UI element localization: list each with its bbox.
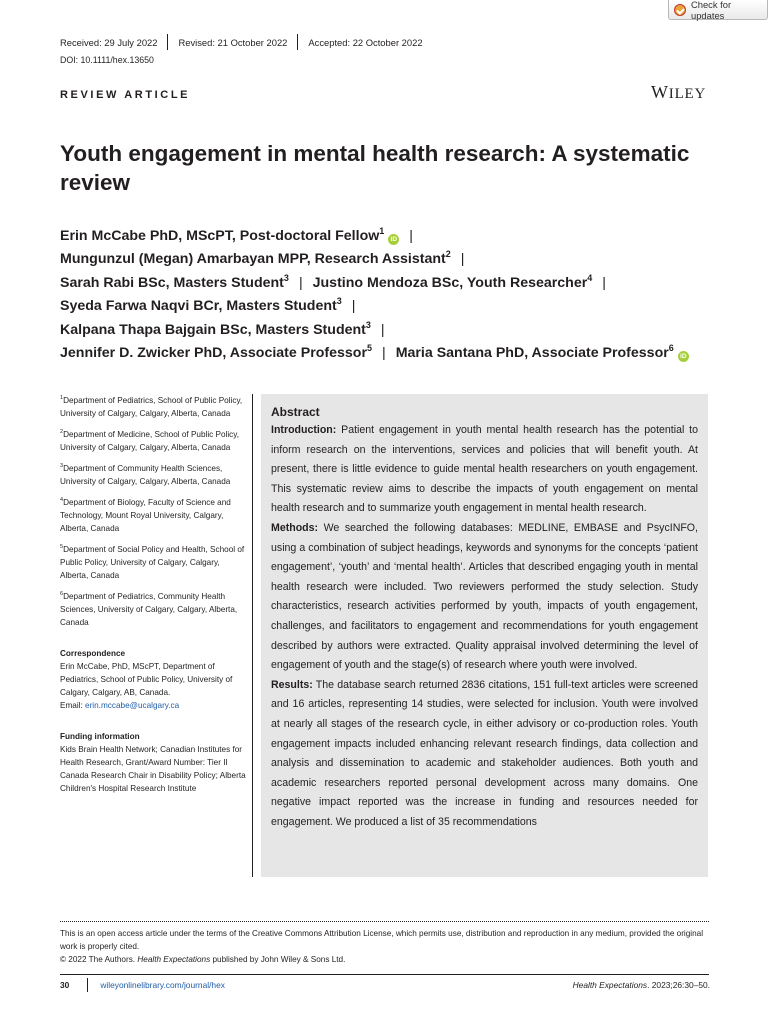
page-footer: [60, 978, 710, 992]
affiliation: $^2$Department of Medicine, School of Public Policy, University of Calgary, Calgary, Alberta, Canada: [60, 429, 240, 452]
author-affiliation-mark: 3: [365, 319, 371, 330]
abstract-results: Results: The database search returned 2836 citations, 151 full-text articles were screened and 16 articles, representing 14 studies, were selected for inclusion. Youth were involved at nearly all stages of the research cycle, in either advisory or co-production roles. Youth engagement impacts included enhancing relevant research findings, data collection and analysis and dissemination to academic and stakeholder audiences. Both youth and academic researchers reported personal development across many domains. One negative impact reported was the increase in funding and resources needed for engagement. We produced a list of 35 recommendations: [271, 678, 698, 828]
article-dates: [60, 33, 423, 51]
author-separator: |: [460, 251, 465, 268]
journal-url-link[interactable]: wileyonlinelibrary.com/journal/hex: [100, 980, 225, 990]
author-line: [60, 248, 740, 271]
author-name: Syeda Farwa Naqvi BCr, Masters Student: [60, 298, 337, 315]
footer-rule: [60, 974, 709, 975]
author-affiliation-mark: 4: [587, 272, 593, 283]
author-line: [60, 319, 740, 342]
author-list: [60, 225, 740, 365]
license-divider: [60, 921, 709, 922]
author-name: Maria Santana PhD, Associate Professor: [395, 345, 669, 362]
author-separator: |: [351, 298, 356, 315]
doi: DOI: 10.1111/hex.13650: [60, 55, 154, 65]
author-line: [60, 342, 740, 365]
check-updates-icon: [674, 4, 686, 16]
author-separator: |: [409, 228, 413, 244]
affiliation: $^6$Department of Pediatrics, Community Health Sciences, University of Calgary, Calgary, Alberta, Canada: [60, 591, 238, 627]
author-line: [60, 295, 740, 318]
author-name: Sarah Rabi BSc, Masters Student: [60, 274, 284, 291]
author-separator: |: [382, 345, 386, 362]
date-divider: [167, 34, 168, 50]
author-name: Justino Mendoza BSc, Youth Researcher: [312, 274, 588, 291]
check-updates-label: Check for updates: [690, 0, 732, 21]
correspondence-text: Erin McCabe, PhD, MScPT, Department of Pediatrics, School of Public Policy, University of Calgary, Calgary, AB, Canada.: [60, 662, 233, 697]
orcid-icon[interactable]: iD: [388, 234, 399, 245]
affiliation: $^4$Department of Biology, Faculty of Science and Technology, Mount Royal University, Calgary, Alberta, Canada: [60, 497, 231, 533]
author-separator: |: [298, 274, 303, 291]
article-title: Youth engagement in mental health research: A systematic review: [60, 141, 690, 195]
journal-citation: Health Expectations. 2023;26:30–50.: [572, 980, 710, 990]
author-separator: |: [602, 274, 606, 291]
author-name: Mungunzul (Megan) Amarbayan MPP, Research Assistant: [60, 251, 446, 268]
check-for-updates-button[interactable]: [668, 0, 768, 20]
affiliation: $^5$Department of Social Policy and Health, School of Public Policy, University of Calgary, Calgary, Alberta, Canada: [60, 544, 245, 580]
orcid-icon[interactable]: iD: [678, 351, 689, 362]
author-name: Erin McCabe PhD, MScPT, Post-doctoral Fellow: [60, 228, 380, 244]
publisher-logo: WILEY: [651, 82, 707, 102]
footer-divider: [87, 978, 88, 992]
correspondence-email: Email: erin.mccabe@ucalgary.ca: [60, 701, 180, 710]
author-line: [60, 225, 740, 248]
author-name: Kalpana Thapa Bajgain BSc, Masters Student: [60, 321, 366, 338]
author-affiliation-mark: 3: [283, 272, 289, 283]
author-name: Jennifer D. Zwicker PhD, Associate Professor: [60, 345, 367, 362]
abstract-heading: Abstract: [271, 405, 320, 419]
affiliation: $^1$Department of Pediatrics, School of Public Policy, University of Calgary, Calgary, Alberta, Canada: [60, 395, 243, 418]
author-affiliation-mark: 3: [336, 296, 342, 307]
page-number: 30: [60, 980, 70, 990]
received-date: Received: 29 July 2022: [60, 36, 158, 48]
author-affiliation-mark: 2: [445, 249, 451, 260]
author-affiliation-mark: 1: [379, 226, 385, 236]
article-type: REVIEW ARTICLE: [60, 89, 191, 101]
license-text: This is an open access article under the terms of the Creative Commons Attribution License, which permits use, distribution and reproduction in any medium, provided the original work is properly cited. © 2022 The Authors. Health Expectations published by John Wiley & Sons Ltd.: [60, 929, 704, 964]
affiliation: $^3$Department of Community Health Sciences, University of Calgary, Calgary, Alberta, Canada: [60, 463, 231, 486]
correspondence-heading: Correspondence: [60, 649, 126, 658]
column-divider: [252, 394, 253, 877]
revised-date: Revised: 21 October 2022: [178, 36, 288, 48]
affiliations-column: [60, 394, 248, 795]
abstract-methods: Methods: We searched the following databases: MEDLINE, EMBASE and PsycINFO, using a combination of subject headings, keywords and synonyms for the concepts ‘patient engagement’, ‘youth’ and ‘mental health’. Articles that described engaging youth in mental health research were included. Two reviewers performed the study selection. Study characteristics, research activities performed by youth, impacts of youth engagement, challenges, and facilitators to engagement and recommendations for youth engagement described by authors were extracted. Quality appraisal involved determining the level of engagement of youth and the stage(s) of research where youth were involved.: [271, 521, 698, 672]
author-affiliation-mark: 6: [668, 343, 674, 354]
funding-heading: Funding information: [60, 732, 140, 741]
accepted-date: Accepted: 22 October 2022: [308, 36, 423, 48]
author-separator: |: [380, 321, 385, 338]
abstract-box: [261, 394, 708, 877]
abstract-introduction: Introduction: Patient engagement in youth mental health research has the potential to inform research on the interventions, services and policies that will benefit youth. At present, there is little evidence to guide mental health researchers on youth engagement. This systematic review aims to describe the impacts of youth engagement on mental health research and to summarize youth engagement in mental health research.: [271, 424, 698, 515]
email-link[interactable]: erin.mccabe@ucalgary.ca: [85, 701, 180, 710]
author-affiliation-mark: 5: [366, 343, 372, 354]
date-divider: [297, 34, 298, 50]
funding-text: Kids Brain Health Network; Canadian Institutes for Health Research, Grant/Award Number: Tier II Canada Research Chair in Disability Policy; Alberta Children's Hospital Research Institute: [60, 745, 246, 793]
author-line: [60, 272, 740, 295]
